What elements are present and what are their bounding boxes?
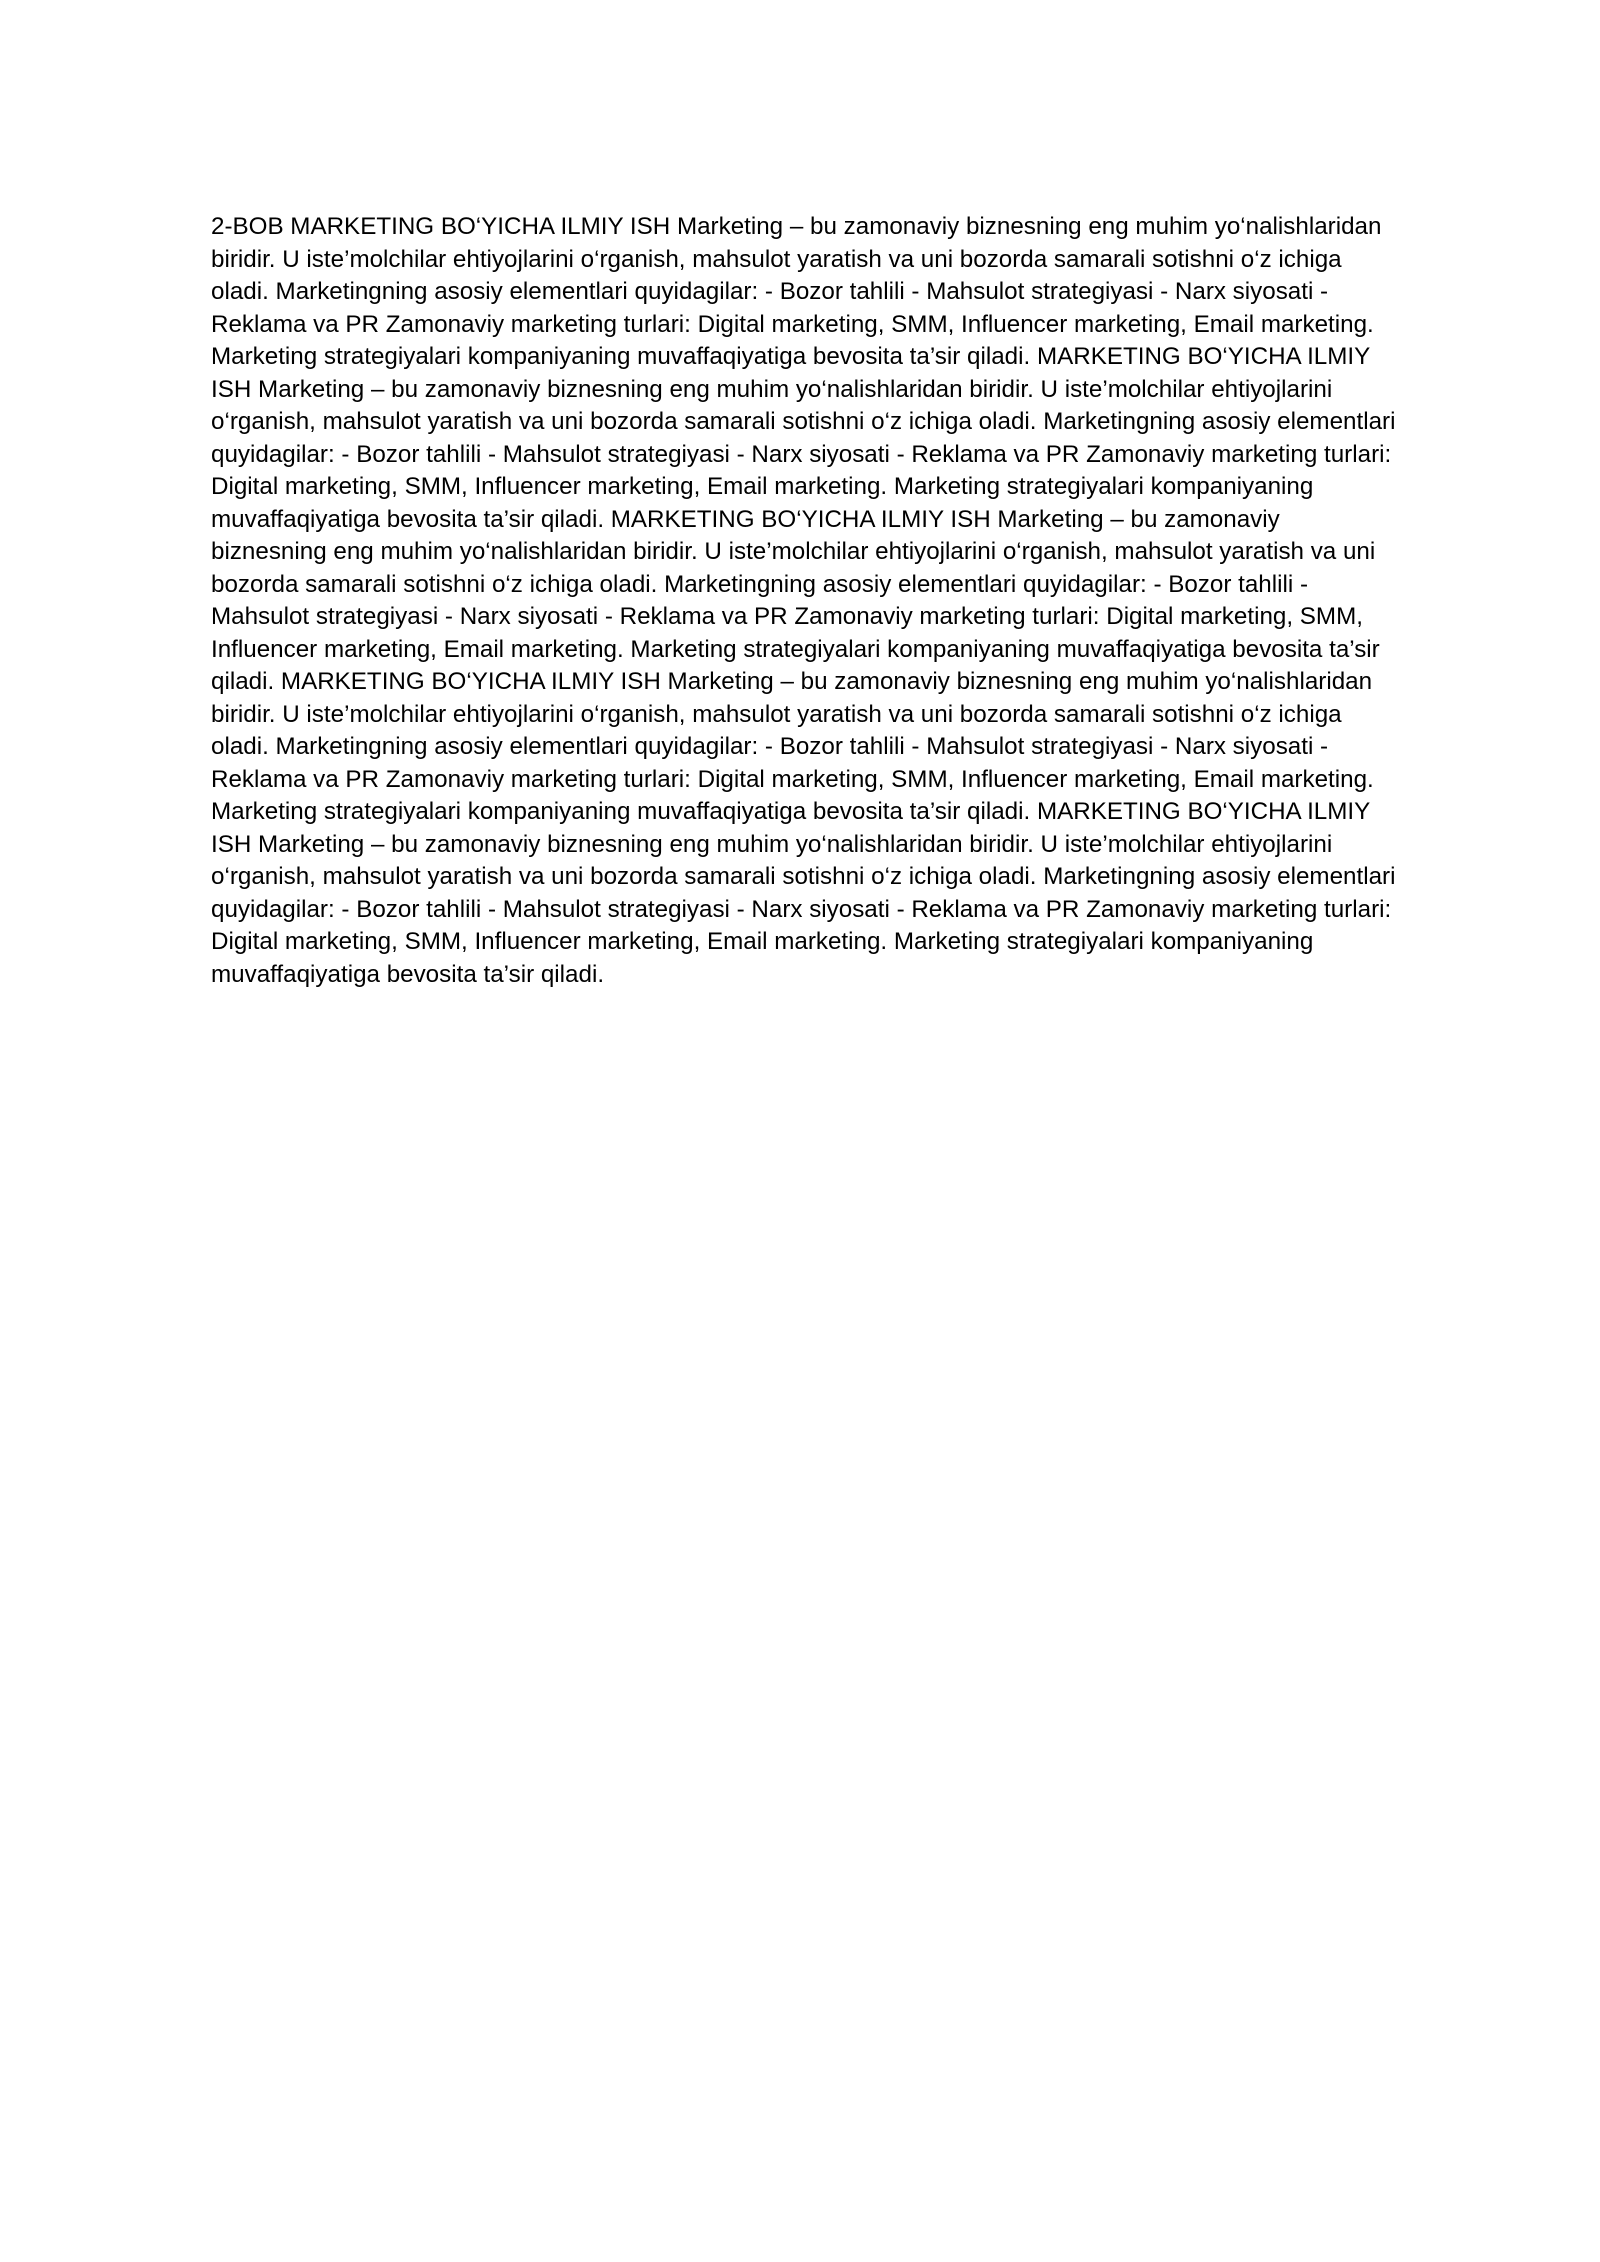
body-paragraph: 2-BOB MARKETING BO‘YICHA ILMIY ISH Marketing – bu zamonaviy biznesning eng muhim yo‘nalishlaridan biridir. U iste’molchilar ehtiyojlarini o‘rganish, mahsulot yaratish va uni bozorda samarali sotishni o‘z ichiga oladi. Marketingning asosiy elementlari quyidagilar: - Bozor tahlili - Mahsulot strategiyasi - Narx siyosati - Reklama va PR Zamonaviy marketing turlari: Digital marketing, SMM, Influencer marketing, Email marketing. Marketing strategiyalari kompaniyaning muvaffaqiyatiga bevosita ta’sir qiladi. MARKETING BO‘YICHA ILMIY ISH Marketing – bu zamonaviy biznesning eng muhim yo‘nalishlaridan biridir. U iste’molchilar ehtiyojlarini o‘rganish, mahsulot yaratish va uni bozorda samarali sotishni o‘z ichiga oladi. Marketingning asosiy elementlari quyidagilar: - Bozor tahlili - Mahsulot strategiyasi - Narx siyosati - Reklama va PR Zamonaviy marketing turlari: Digital marketing, SMM, Influencer marketing, Email marketing. Marketing strategiyalari kompaniyaning muvaffaqiyatiga bevosita ta’sir qiladi. MARKETING BO‘YICHA ILMIY ISH Marketing – bu zamonaviy biznesning eng muhim yo‘nalishlaridan biridir. U iste’molchilar ehtiyojlarini o‘rganish, mahsulot yaratish va uni bozorda samarali sotishni o‘z ichiga oladi. Marketingning asosiy elementlari quyidagilar: - Bozor tahlili - Mahsulot strategiyasi - Narx siyosati - Reklama va PR Zamonaviy marketing turlari: Digital marketing, SMM, Influencer marketing, Email marketing. Marketing strategiyalari kompaniyaning muvaffaqiyatiga bevosita ta’sir qiladi. MARKETING BO‘YICHA ILMIY ISH Marketing – bu zamonaviy biznesning eng muhim yo‘nalishlaridan biridir. U iste’molchilar ehtiyojlarini o‘rganish, mahsulot yaratish va uni bozorda samarali sotishni o‘z ichiga oladi. Marketingning asosiy elementlari quyidagilar: - Bozor tahlili - Mahsulot strategiyasi - Narx siyosati - Reklama va PR Zamonaviy marketing turlari: Digital marketing, SMM, Influencer marketing, Email marketing. Marketing strategiyalari kompaniyaning muvaffaqiyatiga bevosita ta’sir qiladi. MARKETING BO‘YICHA ILMIY ISH Marketing – bu zamonaviy biznesning eng muhim yo‘nalishlaridan biridir. U iste’molchilar ehtiyojlarini o‘rganish, mahsulot yaratish va uni bozorda samarali sotishni o‘z ichiga oladi. Marketingning asosiy elementlari quyidagilar: - Bozor tahlili - Mahsulot strategiyasi - Narx siyosati - Reklama va PR Zamonaviy marketing turlari: Digital marketing, SMM, Influencer marketing, Email marketing. Marketing strategiyalari kompaniyaning muvaffaqiyatiga bevosita ta’sir qiladi. — [211, 213, 1396, 988]
